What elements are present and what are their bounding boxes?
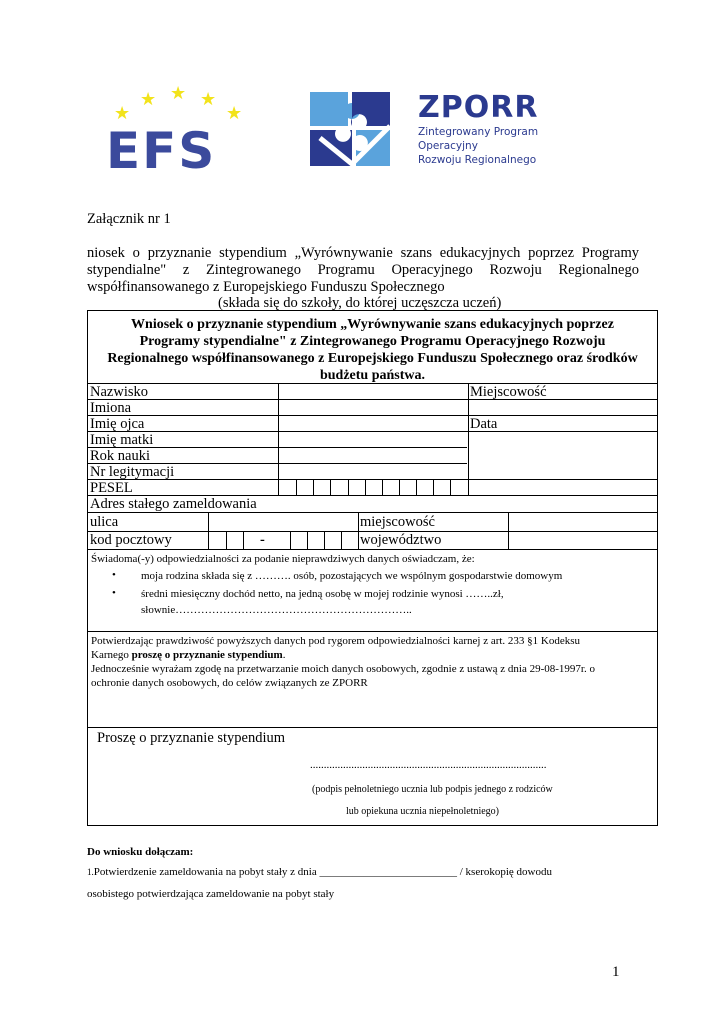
label-rok-nauki: Rok nauki — [90, 448, 151, 464]
signature-line: ...................................................................................... — [310, 759, 547, 771]
puzzle-icon — [306, 86, 406, 172]
efs-logo-text: EFS — [106, 122, 217, 180]
attachments-item — [87, 866, 639, 878]
page-number: 1 — [612, 964, 620, 980]
zporr-subtitle: Operacyjny — [418, 140, 478, 152]
label-nr-legitymacji: Nr legitymacji — [90, 464, 175, 480]
efs-logo — [100, 84, 260, 184]
form-header-line: Wniosek o przyznanie stypendium „Wyrównywanie szans edukacyjnych poprzez — [131, 317, 614, 332]
zporr-title: ZPORR — [418, 90, 539, 125]
attachment-item-number: 1. — [87, 867, 94, 877]
form-header — [88, 316, 657, 384]
zporr-subtitle: Rozwoju Regionalnego — [418, 154, 537, 166]
declaration-slownie: słownie……………………………………………………….. — [141, 604, 412, 616]
postal-code-dash: - — [260, 532, 265, 548]
label-ulica: ulica — [90, 514, 119, 530]
form-header-line: budżetu państwa. — [319, 368, 426, 383]
star-icon: ★ — [140, 89, 157, 109]
confirm-line: Potwierdzając prawdziwość powyższych danych pod rygorem odpowiedzialności karnej z art. 233 §1 Kodeksu — [91, 635, 581, 647]
label-pesel: PESEL — [90, 480, 133, 496]
zporr-logo — [306, 86, 566, 176]
intro-line: współfinansowanego z Europejskiego Funduszu Społecznego — [87, 279, 445, 295]
label-miejscowosc-address: miejscowość — [360, 514, 435, 530]
confirm-line: Jednocześnie wyrażam zgodę na przetwarzanie moich danych osobowych, zgodnie z ustawą z dnia 29-08-1997r. o — [91, 663, 595, 675]
label-miejscowosc: Miejscowość — [470, 384, 547, 400]
declaration-intro: Świadoma(-y) odpowiedzialności za podanie nieprawdziwych danych oświadczam, że: — [91, 553, 475, 565]
label-kod-pocztowy: kod pocztowy — [90, 532, 172, 548]
bullet-icon: • — [112, 569, 116, 581]
confirm-line: ochronie danych osobowych, do celów związanych ze ZPORR — [91, 677, 368, 689]
form-header-line: Regionalnego współfinansowanego z Europejskiego Funduszu Społecznego oraz środków — [107, 351, 638, 366]
label-data: Data — [470, 416, 498, 432]
confirm-request-bold: proszę o przyznanie stypendium — [131, 649, 283, 661]
application-form — [87, 310, 658, 826]
intro-line: niosek o przyznanie stypendium „Wyrównywanie szans edukacyjnych poprzez Programy — [87, 245, 639, 261]
attachment-item-text: Potwierdzenie zameldowania na pobyt stały z dnia _________________________ / kserokopię dowodu — [93, 866, 552, 878]
signature-caption: lub opiekuna ucznia niepełnoletniego) — [346, 806, 500, 817]
confirm-text: Karnego — [91, 649, 132, 661]
zporr-subtitle: Zintegrowany Program — [418, 126, 539, 138]
star-icon: ★ — [226, 103, 243, 123]
request-title: Proszę o przyznanie stypendium — [97, 730, 286, 746]
confirm-text: . — [282, 649, 286, 661]
star-icon: ★ — [114, 103, 131, 123]
declaration-bullet: moja rodzina składa się z ………. osób, pozostających we wspólnym gospodarstwie domowym — [141, 570, 563, 582]
confirm-line — [91, 648, 285, 662]
attachments-item-cont: osobistego potwierdzająca zameldowanie na pobyt stały — [87, 888, 335, 900]
star-icon: ★ — [170, 83, 187, 103]
bullet-icon: • — [112, 587, 116, 599]
signature-caption: (podpis pełnoletniego ucznia lub podpis jednego z rodziców — [312, 784, 553, 795]
label-imie-ojca: Imię ojca — [90, 416, 145, 432]
label-imie-matki: Imię matki — [90, 432, 154, 448]
attachment-label: Załącznik nr 1 — [87, 211, 171, 227]
label-wojewodztwo: województwo — [360, 532, 442, 548]
star-icon: ★ — [200, 89, 217, 109]
attachments-title: Do wniosku dołączam: — [87, 846, 194, 858]
declaration-bullet: średni miesięczny dochód netto, na jedną osobę w mojej rodzinie wynosi ……..zł, — [141, 588, 504, 600]
intro-note: (składa się do szkoły, do której uczęszcza uczeń) — [218, 295, 502, 311]
label-adres: Adres stałego zameldowania — [90, 496, 257, 512]
label-nazwisko: Nazwisko — [90, 384, 148, 400]
label-imiona: Imiona — [90, 400, 132, 416]
form-header-line: Programy stypendialne" z Zintegrowanego Programu Operacyjnego Rozwoju — [139, 334, 606, 349]
intro-line: stypendialne" z Zintegrowanego Programu Operacyjnego Rozwoju Regionalnego — [87, 262, 639, 278]
